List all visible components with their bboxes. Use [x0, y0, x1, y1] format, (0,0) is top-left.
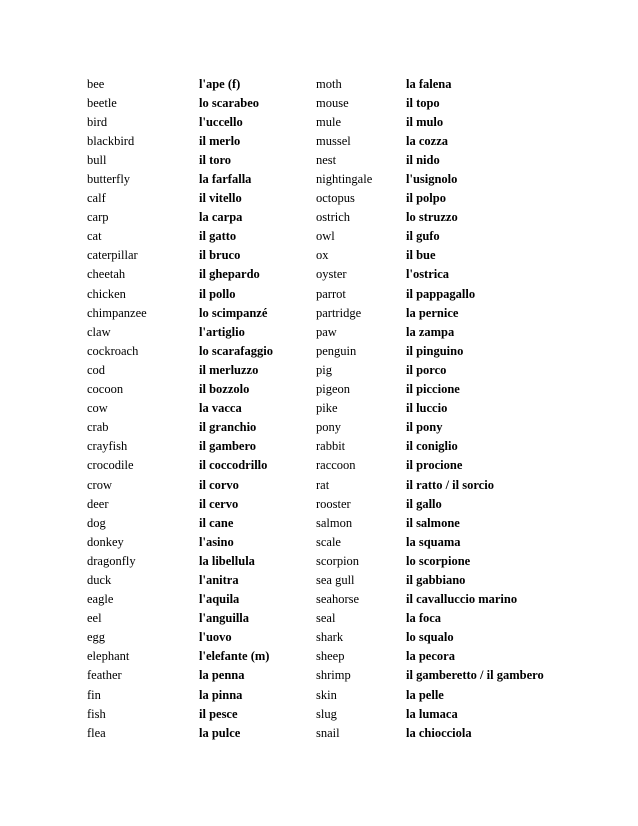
italian-word: la pelle: [406, 687, 444, 702]
italian-word: il polpo: [406, 191, 446, 206]
english-word: blackbird: [87, 133, 135, 148]
italian-word: la farfalla: [199, 172, 252, 187]
english-word: sea gull: [316, 572, 355, 587]
italian-word: il toro: [199, 152, 232, 167]
table-row: [87, 704, 544, 723]
italian-word: il merlo: [199, 133, 241, 148]
italian-word: il salmone: [406, 515, 460, 530]
english-word: chicken: [87, 286, 126, 301]
table-row: [87, 169, 544, 188]
table-row: [87, 227, 544, 246]
english-word: owl: [316, 229, 335, 244]
english-word: slug: [316, 706, 337, 721]
italian-word: il cavalluccio marino: [406, 592, 518, 607]
table-row: [87, 303, 544, 322]
english-word: raccoon: [316, 458, 356, 473]
english-word: skin: [316, 687, 337, 702]
english-word: egg: [87, 630, 106, 645]
italian-word: l'anitra: [199, 572, 239, 587]
table-row: [87, 685, 544, 704]
english-word: bird: [87, 114, 108, 129]
italian-word: la penna: [199, 668, 245, 683]
english-word: oyster: [316, 267, 347, 282]
english-word: donkey: [87, 534, 124, 549]
table-row: [87, 570, 544, 589]
english-word: caterpillar: [87, 248, 138, 263]
italian-word: l'ape (f): [199, 76, 241, 91]
italian-word: lo struzzo: [406, 210, 458, 225]
italian-word: il vitello: [199, 191, 242, 206]
italian-word: il coccodrillo: [199, 458, 268, 473]
italian-word: il ghepardo: [199, 267, 260, 282]
english-word: bee: [87, 76, 105, 91]
english-word: flea: [87, 725, 106, 740]
english-word: parrot: [316, 286, 346, 301]
italian-word: l'artiglio: [199, 324, 245, 339]
italian-word: lo scorpione: [406, 553, 471, 568]
table-row: [87, 532, 544, 551]
english-word: mouse: [316, 95, 349, 110]
italian-word: il gufo: [406, 229, 440, 244]
vocabulary-table-body: [87, 74, 544, 742]
english-word: scorpion: [316, 553, 360, 568]
english-word: eel: [87, 611, 102, 626]
english-word: elephant: [87, 649, 130, 664]
english-word: octopus: [316, 191, 355, 206]
english-word: penguin: [316, 343, 357, 358]
table-row: [87, 456, 544, 475]
italian-word: l'uovo: [199, 630, 232, 645]
english-word: sheep: [316, 649, 345, 664]
italian-word: l'aquila: [199, 592, 240, 607]
italian-word: il pinguino: [406, 343, 464, 358]
italian-word: l'uccello: [199, 114, 243, 129]
english-word: rooster: [316, 496, 351, 511]
italian-word: la pulce: [199, 725, 241, 740]
english-word: scale: [316, 534, 341, 549]
italian-word: la squama: [406, 534, 461, 549]
italian-word: la falena: [406, 76, 452, 91]
italian-word: il bue: [406, 248, 436, 263]
english-word: nightingale: [316, 172, 373, 187]
italian-word: la cozza: [406, 133, 448, 148]
english-word: cheetah: [87, 267, 126, 282]
english-word: calf: [87, 191, 106, 206]
italian-word: lo squalo: [406, 630, 454, 645]
italian-word: la zampa: [406, 324, 455, 339]
english-word: ostrich: [316, 210, 351, 225]
english-word: beetle: [87, 95, 117, 110]
table-row: [87, 112, 544, 131]
english-word: cow: [87, 401, 108, 416]
italian-word: il pesce: [199, 706, 238, 721]
italian-word: la chiocciola: [406, 725, 472, 740]
italian-word: la vacca: [199, 401, 242, 416]
italian-word: il pony: [406, 420, 443, 435]
table-row: [87, 666, 544, 685]
italian-word: il gabbiano: [406, 572, 466, 587]
italian-word: il gambero: [199, 439, 257, 454]
italian-word: il porco: [406, 362, 447, 377]
italian-word: lo scarabeo: [199, 95, 260, 110]
italian-word: il topo: [406, 95, 440, 110]
italian-word: il nido: [406, 152, 440, 167]
english-word: pigeon: [316, 382, 351, 397]
italian-word: il mulo: [406, 114, 444, 129]
english-word: seahorse: [316, 592, 360, 607]
italian-word: il gatto: [199, 229, 237, 244]
italian-word: la foca: [406, 611, 442, 626]
english-word: cod: [87, 362, 106, 377]
table-row: [87, 380, 544, 399]
english-word: nest: [316, 152, 337, 167]
table-row: [87, 551, 544, 570]
table-row: [87, 437, 544, 456]
table-row: [87, 513, 544, 532]
english-word: crocodile: [87, 458, 134, 473]
italian-word: la pecora: [406, 649, 455, 664]
table-row: [87, 418, 544, 437]
english-word: pig: [316, 362, 332, 377]
english-word: rabbit: [316, 439, 346, 454]
italian-word: la pinna: [199, 687, 243, 702]
table-row: [87, 609, 544, 628]
english-word: eagle: [87, 592, 114, 607]
table-row: [87, 208, 544, 227]
english-word: cockroach: [87, 343, 139, 358]
italian-word: il procione: [406, 458, 463, 473]
english-word: moth: [316, 76, 342, 91]
english-word: salmon: [316, 515, 353, 530]
table-row: [87, 284, 544, 303]
italian-word: il gallo: [406, 496, 442, 511]
table-row: [87, 475, 544, 494]
english-word: shark: [316, 630, 344, 645]
italian-word: il merluzzo: [199, 362, 259, 377]
table-row: [87, 360, 544, 379]
english-word: carp: [87, 210, 109, 225]
italian-word: il pappagallo: [406, 286, 476, 301]
english-word: partridge: [316, 305, 362, 320]
english-word: dragonfly: [87, 553, 136, 568]
english-word: pony: [316, 420, 341, 435]
english-word: crow: [87, 477, 112, 492]
english-word: claw: [87, 324, 111, 339]
italian-word: la libellula: [199, 553, 255, 568]
italian-word: il cervo: [199, 496, 239, 511]
italian-word: l'asino: [199, 534, 234, 549]
english-word: pike: [316, 401, 338, 416]
italian-word: l'anguilla: [199, 611, 250, 626]
english-word: chimpanzee: [87, 305, 147, 320]
english-word: crayfish: [87, 439, 128, 454]
italian-word: il granchio: [199, 420, 257, 435]
italian-word: la pernice: [406, 305, 459, 320]
table-row: [87, 628, 544, 647]
italian-word: il cane: [199, 515, 234, 530]
italian-word: il bozzolo: [199, 382, 250, 397]
italian-word: l'elefante (m): [199, 649, 270, 664]
english-word: ox: [316, 248, 329, 263]
italian-word: il pollo: [199, 286, 236, 301]
english-word: deer: [87, 496, 109, 511]
english-word: butterfly: [87, 172, 131, 187]
english-word: fin: [87, 687, 101, 702]
english-word: rat: [316, 477, 330, 492]
english-word: snail: [316, 725, 340, 740]
english-word: cocoon: [87, 382, 124, 397]
italian-word: il corvo: [199, 477, 239, 492]
italian-word: la lumaca: [406, 706, 458, 721]
english-word: dog: [87, 515, 106, 530]
italian-word: il luccio: [406, 401, 448, 416]
english-word: mule: [316, 114, 341, 129]
english-word: feather: [87, 668, 122, 683]
table-row: [87, 150, 544, 169]
italian-word: lo scarafaggio: [199, 343, 273, 358]
italian-word: il piccione: [406, 382, 460, 397]
english-word: seal: [316, 611, 336, 626]
english-word: shrimp: [316, 668, 351, 683]
table-row: [87, 590, 544, 609]
table-row: [87, 246, 544, 265]
english-word: crab: [87, 420, 109, 435]
english-word: fish: [87, 706, 106, 721]
table-row: [87, 131, 544, 150]
english-word: duck: [87, 572, 112, 587]
italian-word: il gamberetto / il gambero: [406, 668, 544, 683]
table-row: [87, 74, 544, 93]
italian-word: il ratto / il sorcio: [406, 477, 494, 492]
table-row: [87, 341, 544, 360]
english-word: mussel: [316, 133, 351, 148]
vocabulary-table: [87, 74, 544, 742]
italian-word: l'usignolo: [406, 172, 458, 187]
italian-word: l'ostrica: [406, 267, 450, 282]
italian-word: lo scimpanzé: [199, 305, 268, 320]
english-word: bull: [87, 152, 107, 167]
table-row: [87, 647, 544, 666]
table-row: [87, 93, 544, 112]
english-word: paw: [316, 324, 337, 339]
table-row: [87, 322, 544, 341]
italian-word: il coniglio: [406, 439, 458, 454]
italian-word: la carpa: [199, 210, 243, 225]
italian-word: il bruco: [199, 248, 241, 263]
table-row: [87, 399, 544, 418]
table-row: [87, 265, 544, 284]
table-row: [87, 494, 544, 513]
table-row: [87, 723, 544, 742]
english-word: cat: [87, 229, 102, 244]
table-row: [87, 189, 544, 208]
